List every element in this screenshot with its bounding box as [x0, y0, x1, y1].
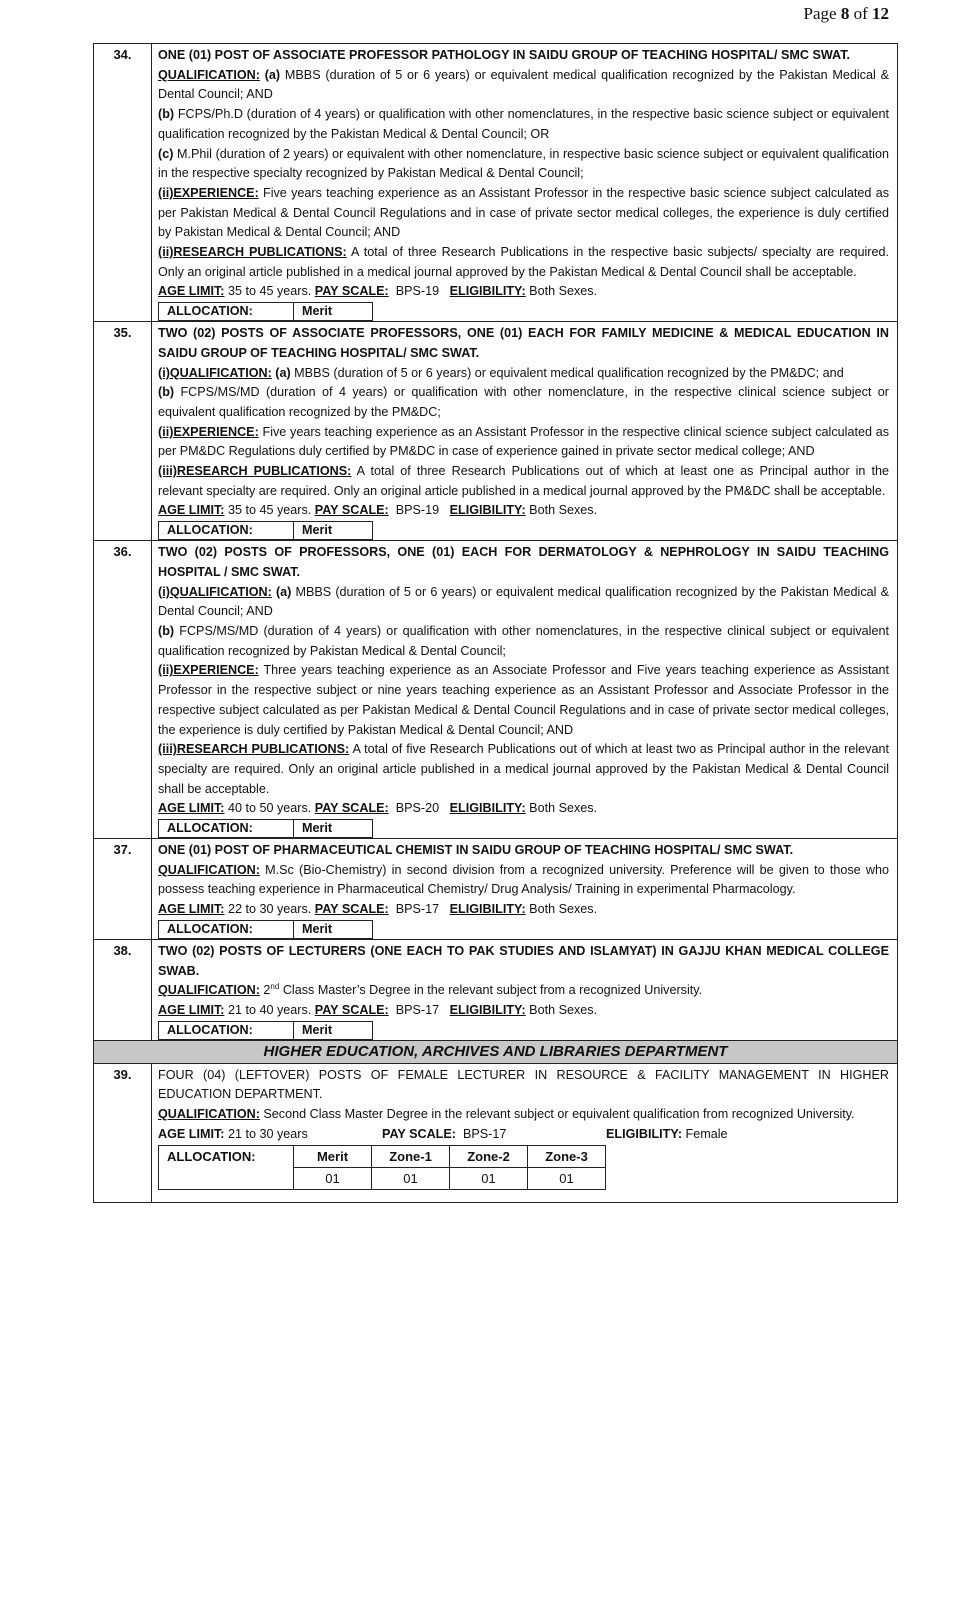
entry-paragraph	[158, 243, 893, 282]
age-pay-eligibility-line	[158, 1125, 889, 1145]
field-text: Both Sexes.	[525, 902, 598, 917]
entry-content	[152, 1063, 898, 1203]
entry-title: FOUR (04) (LEFTOVER) POSTS OF FEMALE LECTURER IN RESOURCE & FACILITY MANAGEMENT IN HIGHER EDUCATION DEPARTMENT.	[158, 1067, 889, 1102]
field-text: nd	[270, 982, 280, 992]
entry-number: 38.	[94, 939, 152, 1040]
field-text: 2	[259, 983, 271, 998]
entry-paragraph	[158, 66, 893, 105]
entry-title: TWO (02) POSTS OF PROFESSORS, ONE (01) EACH FOR DERMATOLOGY & NEPHROLOGY IN SAIDU TEACHING HOSPITAL / SMC SWAT.	[158, 545, 889, 579]
entry-paragraph	[158, 981, 889, 1001]
entry-paragraph	[158, 462, 893, 501]
entry-paragraph	[158, 861, 893, 900]
allocation-header: Zone-3	[528, 1146, 606, 1168]
table-row	[94, 1063, 898, 1203]
allocation-value: 01	[528, 1168, 606, 1190]
field-label: QUALIFICATION:	[158, 862, 260, 877]
page-of: of	[849, 4, 872, 23]
field-text: Five years teaching experience as an Assistant Professor in the respective basic science subject calculated as per Pakistan Medical & Dental Council Regulations and in case of private sector medical colleges, the experience is duly certified by Pakistan Medical & Dental Council; AND	[158, 185, 893, 240]
field-text: M.Phil (duration of 2 years) or equivalent with other nomenclature, in respective basic science subject or equivalent qualification in the respective specialty recognized by Pakistan Medical & Dental Council;	[158, 146, 893, 181]
allocation-table	[158, 920, 373, 939]
allocation-value: 01	[450, 1168, 528, 1190]
entry-paragraph	[158, 423, 893, 462]
allocation-table	[158, 819, 373, 838]
field-label: AGE LIMIT:	[158, 1002, 225, 1017]
field-label: ELIGIBILITY:	[449, 284, 526, 299]
field-label: (ii)EXPERIENCE:	[158, 663, 259, 678]
allocation-label: ALLOCATION:	[159, 1021, 294, 1039]
field-label: (ii)EXPERIENCE:	[158, 185, 259, 200]
entry-title: ONE (01) POST OF PHARMACEUTICAL CHEMIST IN SAIDU GROUP OF TEACHING HOSPITAL/ SMC SWAT.	[158, 843, 794, 858]
entry-content	[152, 541, 898, 839]
allocation-value: Merit	[294, 1021, 373, 1039]
field-label: AGE LIMIT:	[158, 801, 225, 816]
entry-paragraph	[158, 383, 893, 422]
allocation-value: Merit	[294, 303, 373, 321]
entry-paragraph	[158, 364, 889, 384]
allocation-table	[158, 1145, 606, 1190]
page-prefix: Page	[803, 4, 841, 23]
entry-number: 39.	[94, 1063, 152, 1203]
field-label: (ii)EXPERIENCE:	[158, 424, 259, 439]
department-heading: HIGHER EDUCATION, ARCHIVES AND LIBRARIES DEPARTMENT	[94, 1040, 898, 1063]
allocation-header: Zone-1	[372, 1146, 450, 1168]
field-text: (a)	[259, 67, 281, 82]
field-text: 35 to 45 years.	[224, 284, 315, 299]
field-label: (i)QUALIFICATION:	[158, 365, 272, 380]
field-text: (a)	[271, 584, 292, 599]
field-label: QUALIFICATION:	[158, 983, 260, 998]
page-current: 8	[840, 4, 850, 23]
age-value: 21 to 30 years	[224, 1126, 308, 1141]
field-label: ELIGIBILITY:	[449, 801, 526, 816]
field-label: (i)QUALIFICATION:	[158, 584, 272, 599]
entry-title: ONE (01) POST OF ASSOCIATE PROFESSOR PATHOLOGY IN SAIDU GROUP OF TEACHING HOSPITAL/ SMC SWAT.	[158, 48, 851, 62]
department-row	[94, 1040, 898, 1063]
field-text: BPS-17	[388, 1002, 450, 1017]
entry-number: 35.	[94, 322, 152, 541]
entry-content	[152, 839, 898, 940]
allocation-table	[158, 1021, 373, 1040]
field-text: (b)	[158, 107, 175, 122]
field-text: (c)	[158, 146, 174, 161]
field-text: Class Master’s Degree in the relevant subject from a recognized University.	[279, 983, 703, 998]
allocation-value: Merit	[294, 522, 373, 540]
entry-paragraph	[158, 900, 889, 920]
field-label: AGE LIMIT:	[158, 503, 225, 518]
field-text: A total of three Research Publications in the respective basic subjects/ specialty are required. Only an original article published in a medical journal approved by the Pakistan Medical & Dental Council shall be acceptable.	[158, 245, 893, 279]
field-text: A total of five Research Publications out of which at least two as Principal author in the relevant specialty are required. Only an original article published in a medical journal approved by the Pakistan Medical & Dental Council shall be acceptable.	[158, 742, 893, 796]
field-text: MBBS (duration of 5 or 6 years) or equivalent medical qualification recognized by the PM&DC; and	[290, 365, 844, 380]
field-label: QUALIFICATION:	[158, 67, 260, 82]
field-text: 22 to 30 years.	[224, 902, 315, 917]
entry-title: TWO (02) POSTS OF ASSOCIATE PROFESSORS, ONE (01) EACH FOR FAMILY MEDICINE & MEDICAL EDUCATION IN SAIDU GROUP OF TEACHING HOSPITAL/ SMC SWAT.	[158, 326, 889, 360]
field-label: (iii)RESEARCH PUBLICATIONS:	[158, 464, 352, 479]
entry-paragraph	[158, 501, 889, 521]
field-label: ELIGIBILITY:	[449, 503, 526, 518]
field-text: BPS-19	[388, 503, 450, 518]
field-text: Both Sexes.	[525, 801, 598, 816]
entry-content	[152, 44, 898, 322]
table-row	[94, 322, 898, 541]
page-number	[804, 4, 889, 24]
allocation-value: 01	[372, 1168, 450, 1190]
allocation-label: ALLOCATION:	[159, 820, 294, 838]
entry-paragraph	[158, 740, 893, 799]
field-text: 35 to 45 years.	[224, 503, 315, 518]
field-label: (ii)RESEARCH PUBLICATIONS:	[158, 245, 347, 260]
field-text: Three years teaching experience as an Associate Professor and Five years teaching experience as Assistant Professor in the respective subject or nine years teaching experience as an Assistant Professor and Associate Professor in the respective subject calculated as per Pakistan Medical & Dental Council Regulations and in case of private sector medical colleges, the experience is duly certified by Pakistan Medical & Dental Council; AND	[158, 663, 893, 737]
allocation-header: Zone-2	[450, 1146, 528, 1168]
field-text: Five years teaching experience as an Assistant Professor in the respective clinical science subject calculated as per PM&DC Regulations duly certified by PM&DC in case of experience gained in private sector medical college; AND	[158, 424, 893, 459]
field-text: FCPS/Ph.D (duration of 4 years) or qualification with other nomenclatures, in the respective basic science subject or equivalent qualification recognized by the Pakistan Medical & Dental Council; OR	[158, 107, 893, 141]
field-text: MBBS (duration of 5 or 6 years) or equivalent medical qualification recognized by the Pakistan Medical & Dental Council; AND	[158, 584, 893, 619]
field-text: MBBS (duration of 5 or 6 years) or equivalent medical qualification recognized by the Pakistan Medical & Dental Council; AND	[158, 67, 893, 102]
pay-label: PAY SCALE:	[382, 1126, 456, 1141]
allocation-label: ALLOCATION:	[159, 1146, 294, 1190]
entry-paragraph	[158, 145, 893, 184]
table-row	[94, 541, 898, 839]
eligibility-value: Female	[682, 1126, 728, 1141]
field-label: PAY SCALE:	[314, 902, 389, 917]
field-text: Both Sexes.	[525, 503, 598, 518]
entry-paragraph	[158, 282, 889, 302]
allocation-table	[158, 302, 373, 321]
allocation-label: ALLOCATION:	[159, 522, 294, 540]
field-label: PAY SCALE:	[314, 503, 389, 518]
page-total: 12	[872, 4, 889, 23]
entry-paragraph	[158, 622, 893, 661]
entry-title: TWO (02) POSTS OF LECTURERS (ONE EACH TO PAK STUDIES AND ISLAMYAT) IN GAJJU KHAN MEDICAL COLLEGE SWAB.	[158, 943, 889, 978]
field-label: (iii)RESEARCH PUBLICATIONS:	[158, 742, 350, 757]
field-text: A total of three Research Publications out of which at least one as Principal author in the relevant specialty are required. Only an original article published in a medical journal approved by the PM&DC shall be acceptable.	[158, 464, 893, 498]
entry-paragraph	[158, 105, 893, 144]
table-row	[94, 44, 898, 322]
field-label: AGE LIMIT:	[158, 284, 225, 299]
field-text: 40 to 50 years.	[224, 801, 315, 816]
field-text: Both Sexes.	[525, 1002, 598, 1017]
field-text: 21 to 40 years.	[224, 1002, 315, 1017]
field-text: (b)	[158, 623, 175, 638]
field-label: ELIGIBILITY:	[449, 902, 526, 917]
entry-paragraph	[158, 1001, 889, 1021]
eligibility-label: ELIGIBILITY:	[606, 1126, 683, 1141]
allocation-value: Merit	[294, 820, 373, 838]
field-label: PAY SCALE:	[314, 1002, 389, 1017]
pay-value: BPS-17	[455, 1126, 507, 1141]
field-text: (a)	[271, 365, 291, 380]
table-row	[94, 939, 898, 1040]
field-label: ELIGIBILITY:	[449, 1002, 526, 1017]
posts-table	[93, 43, 898, 1203]
entry-number: 34.	[94, 44, 152, 322]
entry-number: 36.	[94, 541, 152, 839]
qualification-text: Second Class Master Degree in the relevant subject or equivalent qualification from recognized University.	[259, 1107, 855, 1122]
field-text: BPS-19	[388, 284, 450, 299]
allocation-label: ALLOCATION:	[159, 303, 294, 321]
allocation-label: ALLOCATION:	[159, 920, 294, 938]
field-label: PAY SCALE:	[314, 284, 389, 299]
entry-content	[152, 322, 898, 541]
table-row	[94, 839, 898, 940]
age-label: AGE LIMIT:	[158, 1126, 225, 1141]
field-text: FCPS/MS/MD (duration of 4 years) or qualification with other nomenclature, in the respective clinical science subject or equivalent qualification recognized by the PM&DC;	[158, 385, 893, 419]
field-text: M.Sc (Bio-Chemistry) in second division from a recognized university. Preference will be given to those who possess teaching experience in Pharmaceutical Chemistry/ Drug Analysis/ Training in experimental Pharmacology.	[158, 862, 893, 897]
field-label: AGE LIMIT:	[158, 902, 225, 917]
allocation-header: Merit	[294, 1146, 372, 1168]
allocation-value: Merit	[294, 920, 373, 938]
qualification-label: QUALIFICATION:	[158, 1107, 260, 1122]
field-text: BPS-20	[388, 801, 450, 816]
entry-paragraph	[158, 661, 893, 740]
allocation-value: 01	[294, 1168, 372, 1190]
qualification-para	[158, 1105, 889, 1125]
field-text: (b)	[158, 385, 175, 400]
field-text: BPS-17	[388, 902, 450, 917]
allocation-table	[158, 521, 373, 540]
entry-paragraph	[158, 184, 893, 243]
field-text: FCPS/MS/MD (duration of 4 years) or qualification with other nomenclatures, in the respective clinical subject or equivalent qualification recognized by Pakistan Medical & Dental Council;	[158, 623, 893, 658]
entry-paragraph	[158, 583, 893, 622]
entry-content	[152, 939, 898, 1040]
field-label: PAY SCALE:	[314, 801, 389, 816]
entry-number: 37.	[94, 839, 152, 940]
entry-paragraph	[158, 799, 889, 819]
field-text: Both Sexes.	[525, 284, 598, 299]
